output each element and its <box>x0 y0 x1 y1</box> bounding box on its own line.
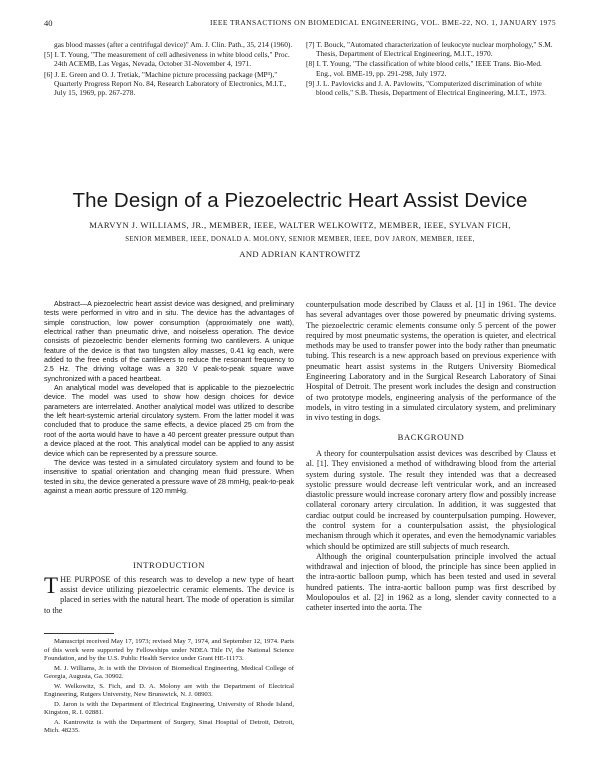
footnote-item: Manuscript received May 17, 1973; revised May 7, 1974, and September 12, 1974. Parts of this work were supported by Fellowships under NDEA Title IV, the National Science Foundation, and by the U.S. Public Health Service under Grant HE-11173. <box>44 638 294 662</box>
journal-name: IEEE TRANSACTIONS ON BIOMEDICAL ENGINEERING, VOL. BME-22, NO. 1, JANUARY 1975 <box>210 18 556 27</box>
reference-item: [8] I. T. Young, "The classification of white blood cells," IEEE Trans. Bio-Med. Eng., vol. BME-19, pp. 291-298, July 1972. <box>306 59 542 78</box>
references-right <box>306 40 556 98</box>
abstract-paragraph: An analytical model was developed that is applicable to the piezoelectric device. The model was used to show how design choices for device parameters are interrelated. Another analytical model was utilized to describe the left heart-systemic arterial circulatory system. From the latter model it was concluded that to produce the same effects, a device placed 25 cm from the root of the aorta would have to have a 40 percent greater pressure output than a device placed at the root. This analytical model can be applied to any assist device which can be represented by a pressure source. <box>44 384 294 458</box>
reference-item: [6] J. E. Green and O. J. Tretiak, "Machine picture processing package (MP³)," Quarterly Progress Report No. 84, Research Laboratory of Electronics, M.I.T., July 15, 1969, pp. 267-278. <box>44 69 287 98</box>
body-paragraph: A theory for counterpulsation assist devices was described by Clauss et al. [1]. They envisioned a method of withdrawing blood from the arterial system during systole. The result they intended was that a decreased systolic pressure would decrease left ventricular work, and an increased diastolic pressure would increase coronary artery flow and possibly increase collateral coronary artery circulation. In addition, it was suggested that cardiac output could be increased by counterpulsation pumping. However, the control system for a counterpulsation assist, the physiological mechanism through which it operates, and even the hemodynamic variables which should be optimized are still subjects of much research. <box>306 448 556 551</box>
author-list <box>44 218 556 262</box>
author-line: MARVYN J. WILLIAMS, JR., MEMBER, IEEE, WALTER WELKOWITZ, MEMBER, IEEE, SYLVAN FICH, <box>89 220 511 230</box>
author-line: SENIOR MEMBER, IEEE, DONALD A. MOLONY, SENIOR MEMBER, IEEE, DOV JARON, MEMBER, IEEE, <box>125 235 475 243</box>
references-left <box>44 40 294 98</box>
right-column <box>306 300 556 614</box>
footnote-item: M. J. Williams, Jr. is with the Division of Biomedical Engineering, Medical College of Georgia, Augusta, Ga. 30902. <box>44 664 294 680</box>
reference-item: gas blood masses (after a centrifugal device)" Am. J. Clin. Path., 35, 214 (1960). <box>54 40 293 49</box>
section-heading: INTRODUCTION <box>132 560 206 570</box>
reference-item: [7] T. Bouck, "Automated characterization of leukocyte nuclear morphology," S.M. Thesis, Department of Electrical Engineering, M.I.T., 1970. <box>306 40 553 59</box>
page-number: 40 <box>44 18 53 28</box>
body-paragraph: counterpulsation mode described by Clauss et al. [1] in 1961. The device has several advantages over those powered by pneumatic driving systems. The piezoelectric ceramic elements consume only 5 percent of the power required by most pneumatic systems, the operation is quieter, and electrical methods may be used to transfer power into the body rather than pneumatic tubing. This research is a new approach based on previous experience with pneumatic heart assist systems in the Rutgers University Biomedical Engineering Laboratory and in the Surgical Research Laboratory of Sinai Hospital of Detroit. The present work includes the design and construction of two prototype models, engineering analysis of the performance of the models, in vitro testing in a simulated circulatory system, and preliminary in vivo testing in dogs. <box>306 300 556 423</box>
section-heading: BACKGROUND <box>397 431 465 442</box>
introduction-heading-wrap <box>44 560 294 570</box>
footnote-item: W. Welkowitz, S. Fich, and D. A. Molony are with the Department of Electrical Engineering, Rutgers University, New Brunswick, N. J. 08903. <box>44 682 294 698</box>
abstract <box>44 300 294 496</box>
reference-item: [5] I. T. Young, "The measurement of cell adhesiveness in white blood cells," Proc. 24th ACEMB, Las Vegas, Nevada, October 31-November 4, 1971. <box>44 50 290 69</box>
abstract-paragraph: Abstract—A piezoelectric heart assist device was designed, and preliminary tests were performed in vitro and in situ. The device has the advantages of simple construction, low power consumption (approximately one watt), electrical rather than pneumatic drive, and noiseless operation. The device consists of piezoelectric bender elements forming two cantilevers. A unique feature of the device is that two tungsten alloy masses, 0.41 kg each, were added to the free ends of the cantilevers to reduce the resonant frequency to 2.5 Hz. The driving voltage was a 320 V peak-to-peak square wave synchronized with a paced heartbeat. <box>44 300 294 383</box>
footnote-item: D. Jaron is with the Department of Electrical Engineering, University of Rhode Island, Kingston, R. I. 02881. <box>44 700 294 716</box>
running-header <box>44 18 556 30</box>
drop-cap: T <box>44 573 59 598</box>
abstract-paragraph: The device was tested in a simulated circulatory system and found to be insensitive to spatial orientation and changing mean fluid pressure. When tested in situ, the device generated a pressure wave of 28 mmHg, peak-to-peak against a mean aortic pressure of 120 mmHg. <box>44 458 294 495</box>
author-line: AND ADRIAN KANTROWITZ <box>239 249 361 259</box>
footnotes <box>44 638 294 737</box>
reference-item: [9] J. L. Pavlovicks and J. A. Pavlowits, "Computerized discrimination of white blood cells," S.B. Thesis, Department of Electrical Engineering, M.I.T., 1973. <box>306 78 546 98</box>
introduction-body <box>44 575 294 616</box>
paper-title: The Design of a Piezoelectric Heart Assist Device <box>72 188 528 212</box>
footnote-divider <box>44 633 114 634</box>
body-paragraph: Although the original counterpulsation principle involved the actual withdrawal and injection of blood, the principle has since been applied in the intra-aortic balloon pump, which has been tested and used in several hundred patients. The intra-aortic balloon pump was first described by Moulopoulos et al. [2] in 1962 as a long, slender cavity connected to a catheter inserted into the aorta. The <box>306 551 556 613</box>
introduction-paragraph: THE PURPOSE of this research was to develop a new type of heart assist device utilizing piezoelectric ceramic elements. The device is placed in series with the natural heart. The mode of operation is similar to the <box>44 573 294 615</box>
footnote-item: A. Kantrowitz is with the Department of Surgery, Sinai Hospital of Detroit, Detroit, Mich. 48235. <box>44 718 294 734</box>
